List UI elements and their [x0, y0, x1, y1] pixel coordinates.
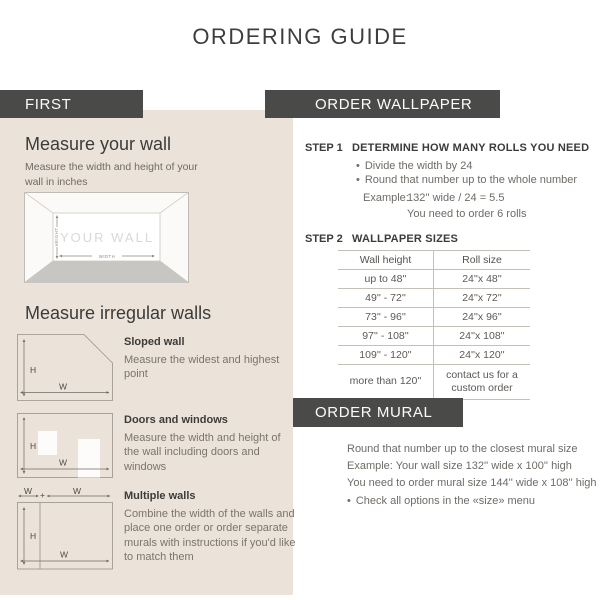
height-label: HEIGHT — [54, 227, 60, 247]
table-row: 97'' - 108'' 24''x 108'' — [338, 327, 530, 346]
table-row: 49'' - 72'' 24''x 72'' — [338, 289, 530, 308]
wallpaper-sizes-table — [338, 250, 530, 400]
multiple-walls-description: Combine the width of the walls and place one order or order separate murals with instructions if you'd like to match them — [124, 507, 296, 564]
example-note: You need to order 6 rolls — [407, 208, 527, 220]
h-label: H — [30, 365, 37, 375]
wall-perspective-diagram — [24, 192, 189, 283]
example-value: 132'' wide / 24 = 5.5 — [407, 192, 505, 204]
section-header-first-label: FIRST — [25, 95, 72, 113]
plus-label: + — [40, 490, 45, 500]
w-label: W — [58, 381, 68, 392]
section-header-order-mural — [293, 398, 463, 427]
step1-bullet-1: • Divide the width by 24 — [356, 160, 473, 172]
h-label: H — [30, 441, 37, 451]
step1-bullet-2: • Round that number up to the whole number — [356, 173, 578, 186]
page-title: ORDERING GUIDE — [192, 24, 408, 49]
section-header-order-mural-label: ORDER MURAL — [315, 404, 433, 421]
col-header-roll-size: Roll size — [462, 254, 502, 266]
doors-windows-description: Measure the width and height of the wall including doors and windows — [124, 431, 281, 473]
bullet-icon: • — [356, 160, 360, 172]
sloped-wall-diagram — [17, 334, 113, 401]
h-label: H — [30, 531, 37, 541]
sloped-wall-description: Measure the widest and highest point — [124, 353, 280, 381]
col-header-wall-height: Wall height — [338, 251, 434, 270]
table-header-row — [338, 251, 530, 270]
step2-label: STEP 2 — [305, 233, 343, 245]
w1-label: W — [23, 487, 33, 496]
step1-bullet-list — [356, 160, 577, 187]
w-label: W — [58, 457, 68, 468]
section-header-first — [0, 90, 143, 118]
measure-wall-heading: Measure your wall — [25, 134, 172, 154]
window-shape — [38, 431, 57, 455]
door-shape — [78, 439, 100, 478]
example-label: Example: — [363, 192, 409, 204]
bullet-icon: • — [347, 494, 351, 507]
w-label: W — [59, 549, 69, 560]
sloped-wall-caption — [124, 335, 296, 382]
mural-instructions — [347, 441, 597, 510]
section-header-order-wallpaper-label: ORDER WALLPAPER — [315, 95, 473, 113]
w2-label: W — [72, 487, 82, 496]
mural-bullet-line: • Check all options in the «size» menu — [347, 493, 597, 510]
mural-line-3: You need to order mural size 144'' wide x 108'' high — [347, 477, 597, 490]
multiple-walls-title: Multiple walls — [124, 490, 196, 502]
table-row: up to 48'' 24''x 48'' — [338, 270, 530, 289]
multiple-walls-caption — [124, 489, 296, 565]
mural-line-1: Round that number up to the closest mural size — [347, 443, 578, 455]
irregular-walls-heading: Measure irregular walls — [25, 303, 212, 323]
measure-wall-description: Measure the width and height of your wall in inches — [25, 161, 198, 188]
doors-windows-diagram — [17, 413, 113, 478]
doors-windows-caption — [124, 413, 296, 474]
step2-title: WALLPAPER SIZES — [352, 233, 459, 245]
your-wall-label: YOUR WALL — [59, 230, 155, 245]
multiple-walls-diagram — [17, 487, 113, 570]
doors-windows-title: Doors and windows — [124, 414, 228, 426]
mural-line-2: Example: Your wall size 132'' wide x 100'' high — [347, 460, 572, 473]
step1-title: DETERMINE HOW MANY ROLLS YOU NEED — [352, 142, 590, 154]
bullet-icon: • — [356, 173, 360, 186]
step1-example-row — [363, 192, 504, 204]
section-header-order-wallpaper — [265, 90, 500, 118]
table-row: more than 120'' contact us for a custom order — [338, 365, 530, 400]
table-row: 109'' - 120'' 24''x 120'' — [338, 346, 530, 365]
width-label: WIDTH — [98, 254, 116, 259]
step1-label: STEP 1 — [305, 142, 343, 154]
sloped-wall-title: Sloped wall — [124, 336, 185, 348]
table-row: 73'' - 96'' 24''x 96'' — [338, 308, 530, 327]
